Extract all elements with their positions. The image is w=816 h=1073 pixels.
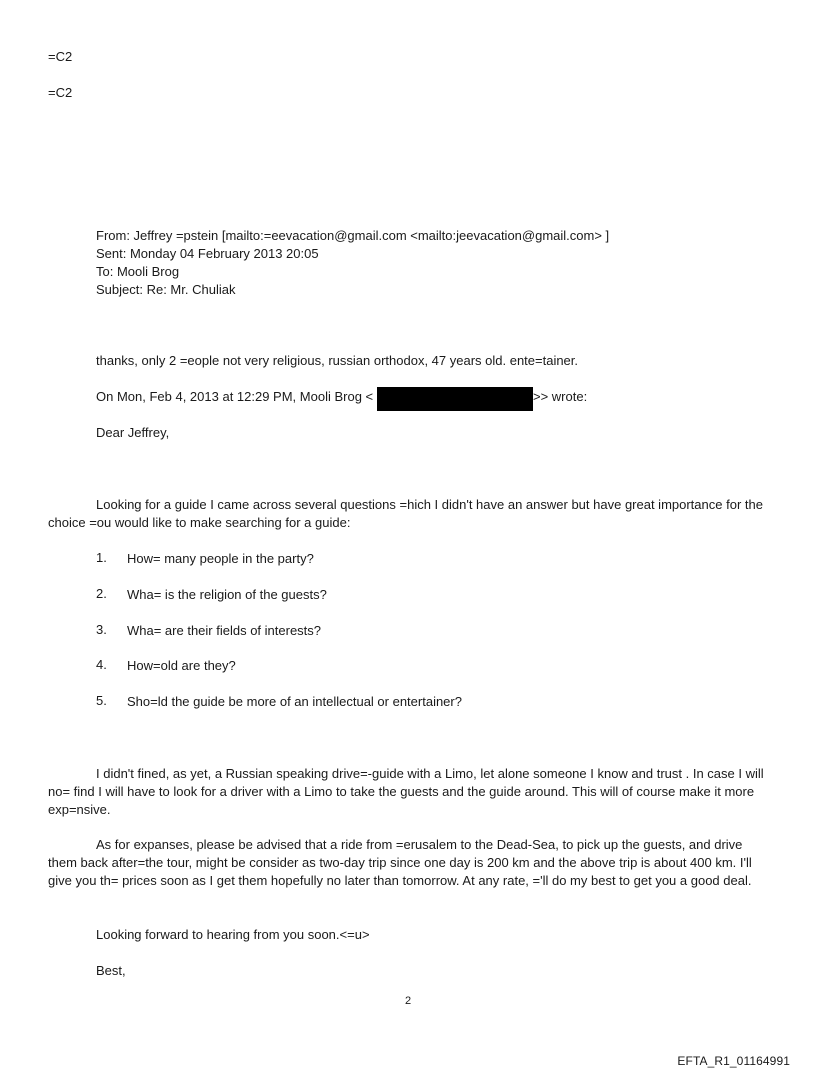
page-number: 2: [404, 995, 412, 1007]
list-text: Wha= is the religion of the guests?: [127, 587, 327, 602]
list-number: 1.: [96, 550, 107, 565]
redaction-box: [377, 387, 533, 411]
list-text: Sho=ld the guide be more of an intellectual or entertainer?: [127, 694, 462, 709]
closing-line: Looking forward to hearing from you soon.<=u>: [96, 927, 370, 942]
top-artifact-1: =C2: [48, 49, 73, 64]
header-sent: Sent: Monday 04 February 2013 20:05: [96, 246, 319, 261]
greeting: Dear Jeffrey,: [96, 425, 170, 440]
document-id: EFTA_R1_01164991: [677, 1054, 790, 1068]
quote-prefix: On Mon, Feb 4, 2013 at 12:29 PM, Mooli Brog <: [96, 389, 374, 404]
quote-suffix: >> wrote:: [533, 389, 588, 404]
list-number: 5.: [96, 693, 107, 708]
body-paragraph-limo: I didn't fined, as yet, a Russian speaking drive=-guide with a Limo, let alone someone I know and trust . In case I will no= find I will have to look for a driver with a Limo to take the guests and the guide around. This will of course make it more exp=nsive.: [48, 766, 764, 817]
list-number: 3.: [96, 622, 107, 637]
header-subject: Subject: Re: Mr. Chuliak: [96, 282, 236, 297]
body-paragraph-expenses: As for expanses, please be advised that a ride from =erusalem to the Dead-Sea, to pick up the guests, and drive them back after=the tour, might be consider as two-day trip since one day is 200 km and the above trip is about 400 km. I'll give you th= prices soon as I get them hopefully no later than tomorrow. At any rate, ='ll do my best to get you a good deal.: [48, 837, 752, 888]
reply-text: thanks, only 2 =eople not very religious, russian orthodox, 47 years old. ente=tainer.: [96, 353, 579, 368]
list-number: 4.: [96, 657, 107, 672]
list-number: 2.: [96, 586, 107, 601]
list-text: Wha= are their fields of interests?: [127, 623, 322, 638]
signoff: Best,: [96, 963, 126, 978]
list-text: How= many people in the party?: [127, 551, 314, 566]
header-from: From: Jeffrey =pstein [mailto:=eevacation@gmail.com <mailto:jeevacation@gmail.com> ]: [96, 228, 610, 243]
header-to: To: Mooli Brog: [96, 264, 180, 279]
list-text: How=old are they?: [127, 658, 236, 673]
top-artifact-2: =C2: [48, 85, 73, 100]
intro-paragraph: Looking for a guide I came across several questions =hich I didn't have an answer but have great importance for the choice =ou would like to make searching for a guide:: [48, 497, 763, 530]
